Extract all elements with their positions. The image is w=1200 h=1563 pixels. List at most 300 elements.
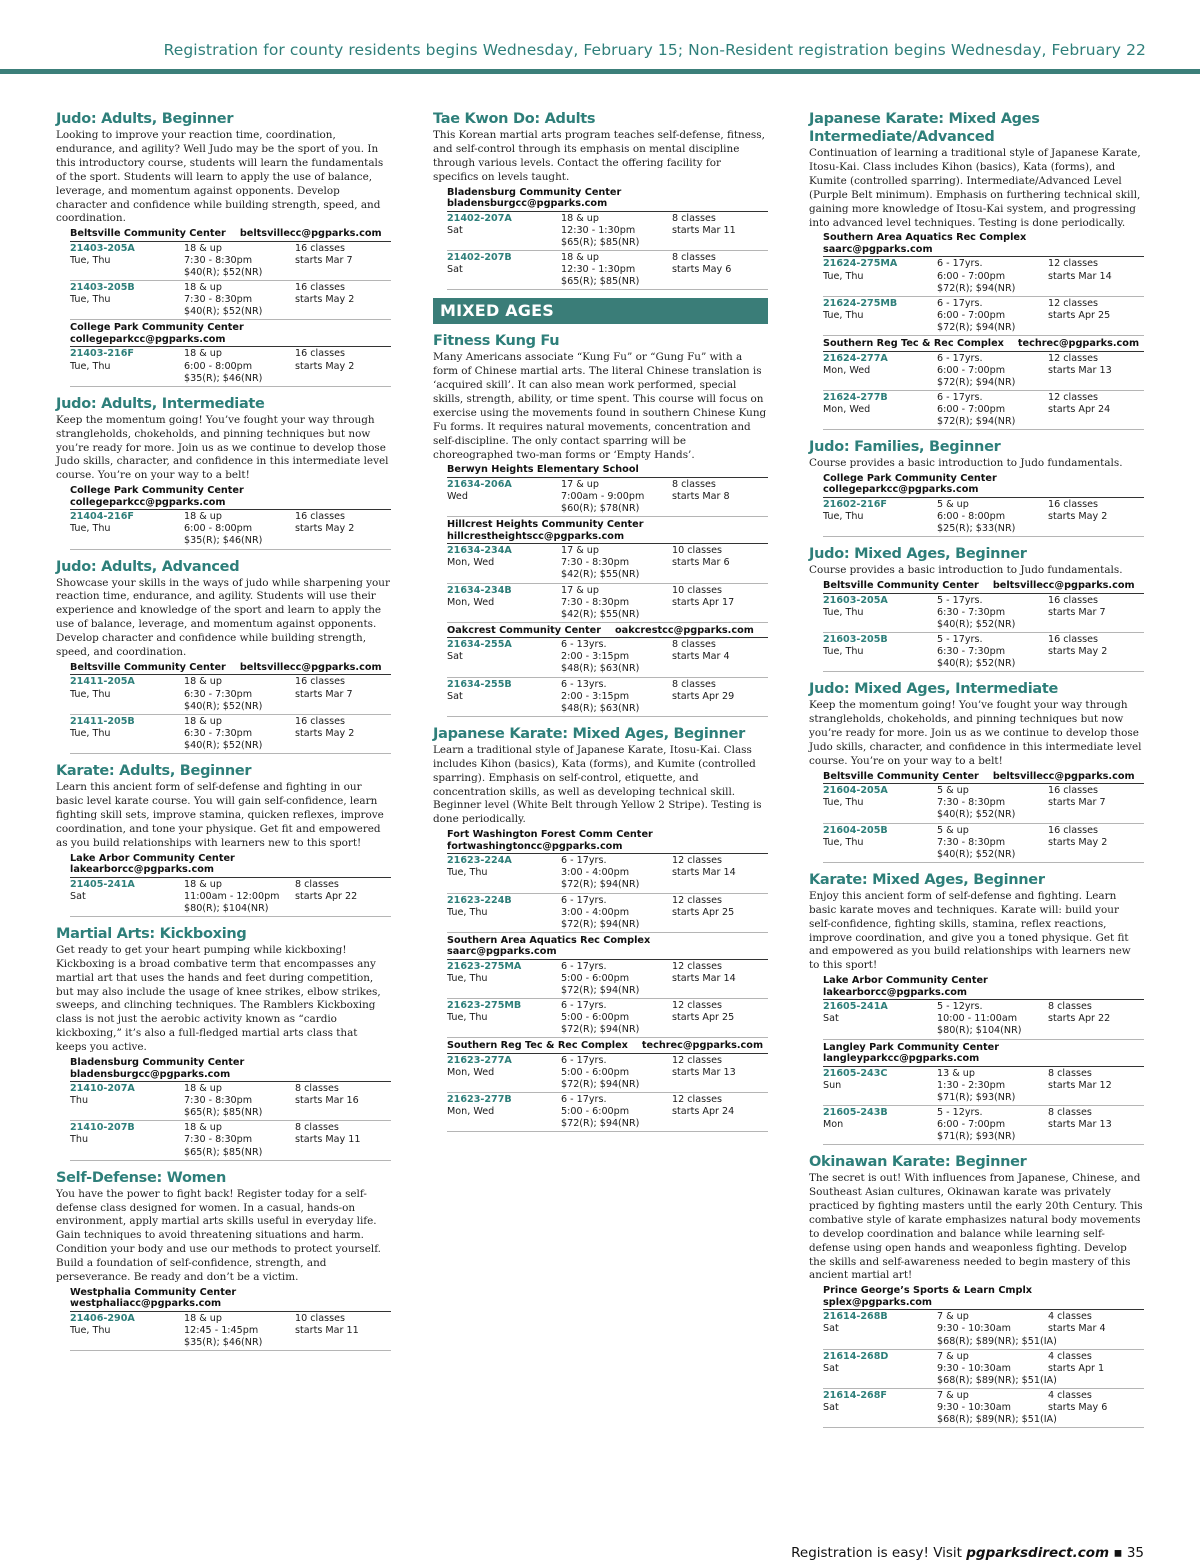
class-count-cell	[1048, 1351, 1144, 1387]
class-count-cell	[1048, 1001, 1144, 1037]
class-count-cell	[295, 879, 391, 915]
location-header	[447, 1040, 768, 1054]
course-title: Judo: Adults, Beginner	[56, 111, 234, 127]
class-code-cell	[823, 499, 937, 535]
class-code[interactable]: 21623-275MA	[447, 960, 522, 972]
class-code-cell	[823, 1068, 937, 1104]
class-code-cell	[447, 895, 561, 931]
class-code-cell	[447, 1000, 561, 1036]
class-age: 6 - 13yrs.	[561, 639, 607, 651]
location-email-link[interactable]: beltsvillecc@pgparks.com	[239, 661, 382, 673]
location-header	[823, 975, 1144, 1000]
class-count-cell	[1048, 785, 1144, 821]
class-days: Sat	[823, 1362, 839, 1374]
class-code[interactable]: 21403-205A	[70, 242, 135, 254]
class-code[interactable]: 21614-268F	[823, 1389, 887, 1401]
class-code[interactable]: 21623-277A	[447, 1054, 512, 1066]
class-days: Tue, Thu	[70, 1325, 111, 1337]
course-description: Showcase your skills in the ways of judo while sharpening your reaction time, endurance, and agility. Students will use their experience and knowledge of the sport and learn to apply the use of balance, leverage, and momentum against opponents. Develop character and confidence while building strength, speed, and coordination.	[56, 576, 390, 659]
class-start: starts Mar 6	[672, 557, 730, 569]
class-time: 7:30 - 8:30pm	[937, 797, 1006, 809]
location-name: Bladensburg Community Center	[70, 1057, 245, 1069]
location-email-link[interactable]: fortwashingtoncc@pgparks.com	[447, 840, 623, 852]
class-days: Wed	[447, 491, 468, 503]
class-count-cell	[295, 348, 391, 384]
class-age: 6 - 17yrs.	[561, 960, 607, 972]
class-code[interactable]: 21605-241A	[823, 1001, 888, 1013]
class-count-cell	[295, 1122, 391, 1158]
class-schedule-cell	[937, 353, 1048, 389]
class-time: 12:45 - 1:45pm	[184, 1325, 259, 1337]
class-days: Mon, Wed	[447, 596, 495, 608]
class-count-cell	[672, 213, 768, 249]
class-code[interactable]: 21624-277B	[823, 391, 888, 403]
class-fee: $68(R); $89(NR); $51(IA)	[937, 1414, 1057, 1426]
location-header	[70, 1057, 391, 1082]
class-age: 7 & up	[937, 1350, 969, 1362]
location-header	[823, 338, 1144, 352]
class-schedule-cell	[184, 1313, 295, 1349]
class-schedule-cell	[937, 785, 1048, 821]
class-count-cell	[672, 1000, 768, 1036]
class-schedule-cell	[561, 639, 672, 675]
class-code[interactable]: 21605-243B	[823, 1106, 888, 1118]
class-time: 12:30 - 1:30pm	[561, 224, 636, 236]
class-count-cell	[672, 679, 768, 715]
class-fee: $72(R); $94(NR)	[561, 879, 640, 891]
class-count: 16 classes	[1048, 594, 1098, 606]
class-count-cell	[295, 676, 391, 712]
location-block	[70, 228, 391, 320]
class-days: Tue, Thu	[823, 270, 864, 282]
class-start: starts Apr 25	[1048, 309, 1111, 321]
class-fee: $72(R); $94(NR)	[561, 1079, 640, 1091]
class-code[interactable]: 21410-207A	[70, 1083, 135, 1095]
class-code[interactable]: 21605-243C	[823, 1067, 888, 1079]
class-code[interactable]: 21411-205B	[70, 715, 135, 727]
course-section	[809, 438, 1144, 537]
class-code[interactable]: 21406-290A	[70, 1312, 135, 1324]
class-count: 8 classes	[672, 639, 716, 651]
class-start: starts Mar 7	[1048, 606, 1106, 618]
class-start: starts Mar 4	[1048, 1323, 1106, 1335]
location-header	[823, 1285, 1144, 1310]
class-age: 6 - 17yrs.	[561, 1094, 607, 1106]
location-email-link[interactable]: saarc@pgparks.com	[447, 946, 557, 958]
class-time: 5:00 - 6:00pm	[561, 972, 630, 984]
class-fee: $71(R); $93(NR)	[937, 1131, 1016, 1142]
class-count-cell	[1048, 1311, 1144, 1347]
class-fee: $42(R); $55(NR)	[561, 608, 640, 620]
class-days: Tue, Thu	[447, 906, 488, 918]
location-header	[447, 829, 768, 854]
course-title: Judo: Adults, Intermediate	[56, 395, 265, 412]
class-count: 16 classes	[1048, 785, 1098, 797]
class-age: 17 & up	[561, 545, 599, 557]
class-count-cell	[295, 1083, 391, 1119]
class-code[interactable]: 21634-234A	[447, 545, 512, 557]
class-code-cell	[447, 479, 561, 515]
class-count: 16 classes	[295, 676, 345, 688]
course-section	[809, 1153, 1144, 1428]
class-code[interactable]: 21603-205B	[823, 633, 888, 645]
class-code[interactable]: 21623-277B	[447, 1094, 512, 1106]
class-count-cell	[672, 479, 768, 515]
class-start: starts Mar 12	[1048, 1079, 1112, 1091]
location-name: Oakcrest Community Center	[447, 624, 602, 636]
class-age: 6 - 17yrs.	[561, 855, 607, 867]
class-days: Sat	[447, 651, 463, 663]
location-block	[70, 1057, 391, 1161]
class-schedule-cell	[937, 1107, 1048, 1143]
class-code[interactable]: 21603-205A	[823, 594, 888, 606]
class-count: 10 classes	[672, 545, 722, 557]
class-age: 18 & up	[184, 282, 222, 294]
location-email-link[interactable]: saarc@pgparks.com	[823, 243, 933, 255]
class-fee: $72(R); $94(NR)	[937, 321, 1016, 333]
class-code[interactable]: 21403-205B	[70, 282, 135, 294]
class-code[interactable]: 21402-207B	[447, 251, 512, 263]
course-title: Judo: Mixed Ages, Beginner	[809, 546, 1027, 563]
class-time: 9:30 - 10:30am	[937, 1362, 1011, 1374]
location-block	[823, 580, 1144, 672]
class-code[interactable]: 21624-275MB	[823, 297, 898, 309]
class-start: starts May 2	[295, 294, 355, 306]
class-count-cell	[1048, 595, 1144, 631]
class-schedule-cell	[184, 879, 295, 915]
location-email-link[interactable]: beltsvillecc@pgparks.com	[239, 228, 382, 240]
location-name: Bladensburg Community Center	[447, 186, 622, 198]
class-time: 6:00 - 7:00pm	[937, 270, 1006, 282]
class-fee: $35(R); $46(NR)	[184, 1337, 263, 1349]
class-count: 12 classes	[1048, 352, 1098, 364]
class-row	[447, 1000, 768, 1038]
course-title: Tae Kwon Do: Adults	[433, 111, 596, 127]
class-row	[70, 243, 391, 281]
class-age: 18 & up	[184, 1122, 222, 1134]
class-code[interactable]: 21634-206A	[447, 478, 512, 490]
class-code[interactable]: 21403-216F	[70, 348, 134, 360]
course-title: Judo: Families, Beginner	[809, 439, 1001, 456]
location-email-link[interactable]: splex@pgparks.com	[823, 1296, 933, 1308]
class-count-cell	[1048, 1068, 1144, 1104]
location-header	[70, 1287, 391, 1312]
class-schedule-cell	[184, 716, 295, 752]
class-code[interactable]: 21634-255B	[447, 678, 512, 690]
course-title: Judo: Adults, Advanced	[56, 558, 240, 575]
class-row	[823, 353, 1144, 391]
class-schedule-cell	[561, 1000, 672, 1036]
class-code[interactable]: 21614-268B	[823, 1311, 888, 1323]
location-email-link[interactable]: beltsvillecc@pgparks.com	[992, 580, 1135, 592]
class-age: 18 & up	[184, 511, 222, 523]
location-email-link[interactable]: beltsvillecc@pgparks.com	[992, 770, 1135, 782]
course-title: Martial Arts: Kickboxing	[56, 925, 247, 942]
location-block	[447, 935, 768, 1039]
class-code[interactable]: 21634-234B	[447, 584, 512, 596]
class-code[interactable]: 21405-241A	[70, 878, 135, 890]
class-schedule-cell	[561, 252, 672, 288]
class-schedule-cell	[561, 895, 672, 931]
class-time: 3:00 - 4:00pm	[561, 906, 630, 918]
class-row	[447, 252, 768, 290]
class-row	[70, 1083, 391, 1121]
class-row	[823, 1107, 1144, 1145]
location-header	[447, 187, 768, 212]
class-schedule-cell	[937, 499, 1048, 535]
location-name: Southern Area Aquatics Rec Complex	[447, 934, 651, 946]
class-fee: $40(R); $52(NR)	[184, 700, 263, 712]
location-block	[823, 975, 1144, 1039]
class-count: 8 classes	[672, 251, 716, 263]
class-schedule-cell	[937, 1068, 1048, 1104]
location-block	[823, 338, 1144, 430]
class-code-cell	[70, 1122, 184, 1158]
class-code[interactable]: 21614-268D	[823, 1350, 889, 1362]
location-block	[823, 473, 1144, 537]
class-code[interactable]: 21623-224A	[447, 855, 512, 867]
location-email-link[interactable]: collegeparkcc@pgparks.com	[823, 484, 979, 496]
location-block	[447, 464, 768, 517]
class-schedule-cell	[937, 298, 1048, 334]
mixed-ages-sections	[433, 332, 768, 1132]
location-email-link[interactable]: langleyparkcc@pgparks.com	[823, 1053, 980, 1065]
course-title: Fitness Kung Fu	[433, 333, 560, 350]
class-row	[447, 895, 768, 933]
class-fee: $48(R); $63(NR)	[561, 663, 640, 675]
class-schedule-cell	[561, 213, 672, 249]
footer-website-link[interactable]: pgparksdirect.com	[966, 1545, 1110, 1561]
location-header	[823, 580, 1144, 594]
location-email-link[interactable]: techrec@pgparks.com	[1017, 338, 1140, 349]
class-code[interactable]: 21634-255A	[447, 639, 512, 651]
class-schedule-cell	[937, 1311, 1057, 1347]
class-code-cell	[70, 879, 184, 915]
class-count-cell	[672, 895, 768, 931]
class-count-cell	[672, 545, 768, 581]
class-count: 12 classes	[672, 855, 722, 867]
class-schedule-cell	[937, 634, 1048, 670]
class-code[interactable]: 21604-205A	[823, 785, 888, 797]
class-days: Tue, Thu	[823, 511, 864, 523]
class-count-cell	[1048, 353, 1144, 389]
class-code[interactable]: 21623-275MB	[447, 1000, 522, 1012]
location-block	[70, 322, 391, 386]
class-start: starts Mar 7	[295, 688, 353, 700]
class-days: Mon, Wed	[823, 403, 871, 415]
class-row	[70, 879, 391, 917]
class-schedule-cell	[937, 1350, 1057, 1387]
class-age: 5 & up	[937, 785, 969, 797]
class-time: 2:00 - 3:15pm	[561, 690, 630, 702]
class-count: 16 classes	[295, 282, 345, 294]
class-count: 12 classes	[672, 1094, 722, 1106]
class-days: Tue, Thu	[70, 727, 111, 739]
class-fee: $80(R); $104(NR)	[184, 902, 269, 914]
class-count: 8 classes	[1048, 1106, 1092, 1118]
class-count: 4 classes	[1048, 1311, 1092, 1323]
class-count: 12 classes	[672, 1000, 722, 1012]
location-header	[447, 464, 768, 478]
location-header	[823, 232, 1144, 257]
course-section	[433, 110, 768, 290]
class-days: Tue, Thu	[70, 254, 111, 266]
class-age: 6 - 13yrs.	[561, 678, 607, 690]
course-description: The secret is out! With influences from Japanese, Chinese, and Southeast Asian cultures, Okinawan karate was privately practiced by fighting masters until the early 20th Century. This combative style of karate emphasizes natural body movements to develop coordination and balance while learning self-defense using open hands and weaponless fighting. Develop the skills and self-awareness needed to begin mastery of this ancient martial art!	[809, 1172, 1143, 1282]
class-row	[70, 511, 391, 549]
location-email-link[interactable]: bladensburgcc@pgparks.com	[70, 1068, 231, 1080]
location-name: College Park Community Center	[70, 485, 244, 497]
class-code[interactable]: 21404-216F	[70, 511, 134, 523]
class-code-cell	[823, 1351, 937, 1387]
class-code-cell	[70, 1083, 184, 1119]
location-email-link[interactable]: oakcrestcc@pgparks.com	[615, 624, 754, 636]
class-code[interactable]: 21410-207B	[70, 1122, 135, 1134]
class-row	[823, 1311, 1144, 1349]
location-email-link[interactable]: hillcrestheightscc@pgparks.com	[447, 530, 625, 542]
class-code[interactable]: 21624-277A	[823, 352, 888, 364]
class-code-cell	[447, 855, 561, 891]
location-block	[70, 853, 391, 917]
class-start: starts Mar 13	[672, 1067, 736, 1078]
class-schedule-cell	[184, 282, 295, 318]
class-count-cell	[672, 1055, 768, 1091]
class-fee: $42(R); $55(NR)	[561, 569, 640, 581]
class-time: 7:30 - 8:30pm	[184, 294, 253, 306]
class-schedule-cell	[561, 679, 672, 715]
class-code-cell	[70, 676, 184, 712]
class-row	[823, 595, 1144, 633]
class-days: Tue, Thu	[823, 646, 864, 658]
class-code-cell	[447, 1094, 561, 1130]
location-email-link[interactable]: collegeparkcc@pgparks.com	[70, 496, 226, 508]
location-name: Beltsville Community Center	[823, 580, 979, 592]
location-name: Fort Washington Forest Comm Center	[447, 829, 653, 841]
class-fee: $72(R); $94(NR)	[937, 376, 1016, 388]
location-name: Beltsville Community Center	[823, 770, 979, 782]
class-code-cell	[823, 1311, 937, 1347]
location-header	[70, 485, 391, 510]
class-start: starts May 2	[1048, 836, 1108, 848]
class-code-cell	[823, 1390, 937, 1426]
class-start: starts Apr 24	[1048, 403, 1111, 415]
course-section	[56, 1169, 391, 1352]
class-start: starts Apr 25	[672, 1012, 735, 1024]
class-age: 6 - 17yrs.	[937, 352, 983, 364]
class-age: 5 & up	[937, 498, 969, 510]
course-description: Continuation of learning a traditional style of Japanese Karate, Itosu-Kai. Class includes Kihon (basics), Kata (forms), and Kumite (controlled sparring). Intermediate/Advanced Level (Purple Belt minimum). Emphasis on furthering technical skill, gaining more knowledge of Itosu-Kai system, and progressing into advanced level techniques. Testing is done periodically.	[809, 147, 1141, 229]
class-fee: $65(R); $85(NR)	[184, 1146, 263, 1158]
location-email-link[interactable]: techrec@pgparks.com	[641, 1040, 764, 1052]
class-schedule-cell	[184, 676, 295, 712]
class-start: starts Apr 17	[672, 596, 735, 608]
class-code[interactable]: 21402-207A	[447, 212, 512, 224]
class-row	[447, 639, 768, 677]
course-description: Course provides a basic introduction to Judo fundamentals.	[809, 457, 1123, 470]
course-description: Enjoy this ancient form of self-defense and fighting. Learn basic karate moves and techniques. Karate will: build your self-confidence, fighting skills, stamina, reflex reactions, improve coordination, and give you a toned physique. Get fit and empowered as you build relationships with learners new to this sport!	[809, 889, 1131, 972]
class-start: starts Mar 14	[672, 867, 736, 879]
class-row	[823, 1068, 1144, 1106]
class-row	[447, 585, 768, 623]
class-start: starts May 2	[1048, 511, 1108, 523]
course-description: You have the power to fight back! Register today for a self-defense class designed for women. In a casual, hands-on environment, apply martial arts skills useful in everyday life. Gain techniques to avoid threatening situations and harm. Condition your body and use our methods to protect yourself. Build a foundation of self-confidence, strength, and perseverance. Be ready and don’t be a victim.	[56, 1187, 381, 1284]
class-code[interactable]: 21604-205B	[823, 824, 888, 836]
header-rule	[0, 69, 1200, 74]
class-code-cell	[823, 258, 937, 294]
location-email-link[interactable]: lakearborcc@pgparks.com	[823, 986, 967, 998]
class-start: starts Mar 11	[295, 1325, 359, 1337]
class-days: Tue, Thu	[447, 972, 488, 984]
class-row	[823, 1351, 1144, 1389]
class-code[interactable]: 21623-224B	[447, 894, 512, 906]
class-count: 8 classes	[1048, 1001, 1092, 1013]
class-row	[70, 1122, 391, 1160]
class-age: 6 - 17yrs.	[561, 1054, 607, 1066]
location-header	[823, 1042, 1144, 1067]
location-email-link[interactable]: collegeparkcc@pgparks.com	[70, 333, 226, 345]
class-row	[823, 258, 1144, 296]
class-row	[70, 1313, 391, 1351]
class-fee: $40(R); $52(NR)	[937, 848, 1016, 860]
class-count: 16 classes	[295, 242, 345, 254]
location-header	[447, 519, 768, 544]
class-time: 6:00 - 8:00pm	[184, 360, 253, 372]
class-time: 6:00 - 7:00pm	[937, 1118, 1006, 1130]
class-count: 12 classes	[1048, 391, 1098, 403]
class-time: 7:30 - 8:30pm	[561, 557, 630, 569]
class-age: 18 & up	[184, 676, 222, 688]
course-section	[809, 871, 1144, 1145]
class-fee: $40(R); $52(NR)	[937, 809, 1016, 821]
class-start: starts May 2	[1048, 646, 1108, 658]
class-count-cell	[295, 282, 391, 318]
course-description: Looking to improve your reaction time, coordination, endurance, and agility? Well Judo may be the sport of you. In this introductory course, students will learn the fundamentals of the sport. Students will learn to apply the use of balance, leverage, and momentum against opponents. Develop character and confidence while building strength, speed, and coordination.	[56, 129, 384, 225]
class-code[interactable]: 21411-205A	[70, 676, 135, 688]
class-count-cell	[672, 639, 768, 675]
class-code-cell	[823, 595, 937, 631]
location-email-link[interactable]: bladensburgcc@pgparks.com	[447, 198, 608, 210]
class-days: Tue, Thu	[70, 688, 111, 700]
page-footer	[791, 1545, 1144, 1561]
class-start: starts May 6	[1048, 1402, 1108, 1413]
class-count: 8 classes	[295, 1122, 339, 1134]
location-name: Southern Reg Tec & Rec Complex	[823, 338, 1004, 349]
location-header	[70, 853, 391, 878]
class-days: Tue, Thu	[447, 867, 488, 879]
class-row	[823, 825, 1144, 863]
class-count-cell	[672, 1094, 768, 1130]
class-code[interactable]: 21602-216F	[823, 498, 887, 510]
location-header	[70, 228, 391, 242]
location-email-link[interactable]: westphaliacc@pgparks.com	[70, 1298, 222, 1310]
class-schedule-cell	[561, 585, 672, 621]
class-time: 11:00am - 12:00pm	[184, 890, 280, 902]
class-count-cell	[295, 243, 391, 279]
class-fee: $68(R); $89(NR); $51(IA)	[937, 1374, 1057, 1386]
location-email-link[interactable]: lakearborcc@pgparks.com	[70, 864, 214, 876]
class-code[interactable]: 21624-275MA	[823, 258, 898, 270]
class-count-cell	[1048, 634, 1144, 670]
class-age: 18 & up	[184, 1083, 222, 1095]
class-count-cell	[672, 961, 768, 997]
class-count: 16 classes	[1048, 824, 1098, 836]
class-count: 16 classes	[295, 715, 345, 727]
class-start: starts May 6	[672, 264, 732, 275]
footer-lead: Registration is easy! Visit	[791, 1545, 967, 1561]
class-time: 7:30 - 8:30pm	[184, 1134, 253, 1146]
class-age: 6 - 17yrs.	[937, 258, 983, 270]
class-row	[70, 348, 391, 386]
